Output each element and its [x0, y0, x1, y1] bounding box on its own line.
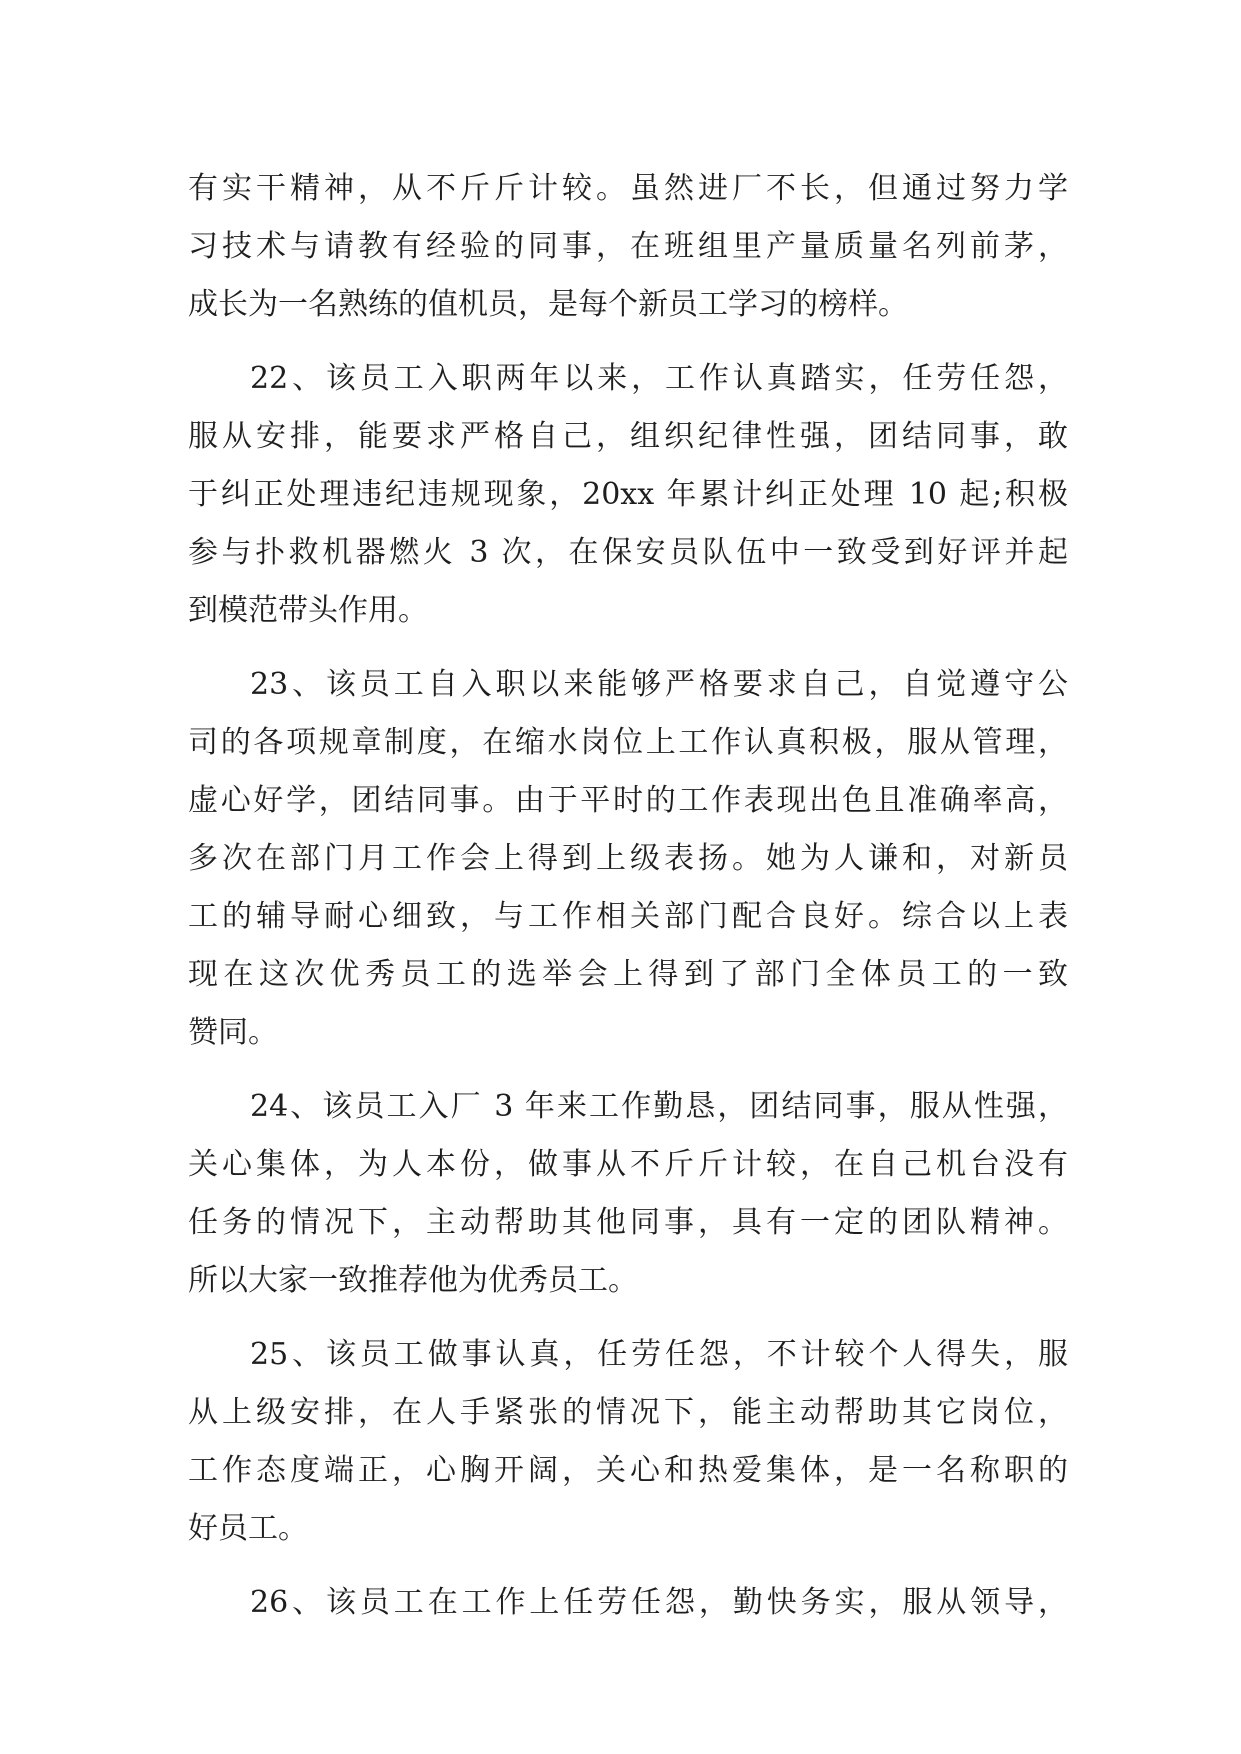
text-line: 现在这次优秀员工的选举会上得到了部门全体员工的一致 [188, 957, 1068, 992]
text-line: 到模范带头作用。 [188, 593, 428, 628]
text-line: 关心集体，为人本份，做事从不斤斤计较，在自己机台没有 [188, 1147, 1068, 1182]
text-line: 所以大家一致推荐他为优秀员工。 [188, 1263, 638, 1298]
text-line: 任务的情况下，主动帮助其他同事，具有一定的团队精神。 [188, 1205, 1068, 1240]
text-line: 于纠正处理违纪违规现象，20xx 年累计纠正处理 10 起;积极 [188, 477, 1068, 512]
text-line: 服从安排，能要求严格自己，组织纪律性强，团结同事，敢 [188, 419, 1068, 454]
text-line: 工的辅导耐心细致，与工作相关部门配合良好。综合以上表 [188, 899, 1068, 934]
text-line: 24、该员工入厂 3 年来工作勤恳，团结同事，服从性强， [250, 1089, 1068, 1124]
text-line: 好员工。 [188, 1511, 308, 1546]
text-line: 有实干精神，从不斤斤计较。虽然进厂不长，但通过努力学 [188, 171, 1068, 206]
text-line: 26、该员工在工作上任劳任怨，勤快务实，服从领导， [250, 1585, 1068, 1620]
text-line: 23、该员工自入职以来能够严格要求自己，自觉遵守公 [250, 667, 1068, 702]
text-line: 22、该员工入职两年以来，工作认真踏实，任劳任怨， [250, 361, 1068, 396]
text-line: 习技术与请教有经验的同事，在班组里产量质量名列前茅， [188, 229, 1068, 264]
paragraph [188, 160, 1068, 334]
paragraph [188, 1326, 1068, 1558]
text-line: 成长为一名熟练的值机员，是每个新员工学习的榜样。 [188, 287, 908, 322]
text-line: 赞同。 [188, 1015, 278, 1050]
text-line: 25、该员工做事认真，任劳任怨，不计较个人得失，服 [250, 1337, 1068, 1372]
paragraph [188, 1574, 1068, 1632]
text-line: 多次在部门月工作会上得到上级表扬。她为人谦和，对新员 [188, 841, 1068, 876]
text-line: 工作态度端正，心胸开阔，关心和热爱集体，是一名称职的 [188, 1453, 1068, 1488]
paragraph [188, 1078, 1068, 1310]
text-line: 司的各项规章制度，在缩水岗位上工作认真积极，服从管理， [188, 725, 1068, 760]
text-line: 从上级安排，在人手紧张的情况下，能主动帮助其它岗位， [188, 1395, 1068, 1430]
paragraph [188, 656, 1068, 1062]
text-line: 虚心好学，团结同事。由于平时的工作表现出色且准确率高， [188, 783, 1068, 818]
document-body [188, 160, 1068, 1632]
paragraph [188, 350, 1068, 640]
text-line: 参与扑救机器燃火 3 次，在保安员队伍中一致受到好评并起 [188, 535, 1068, 570]
